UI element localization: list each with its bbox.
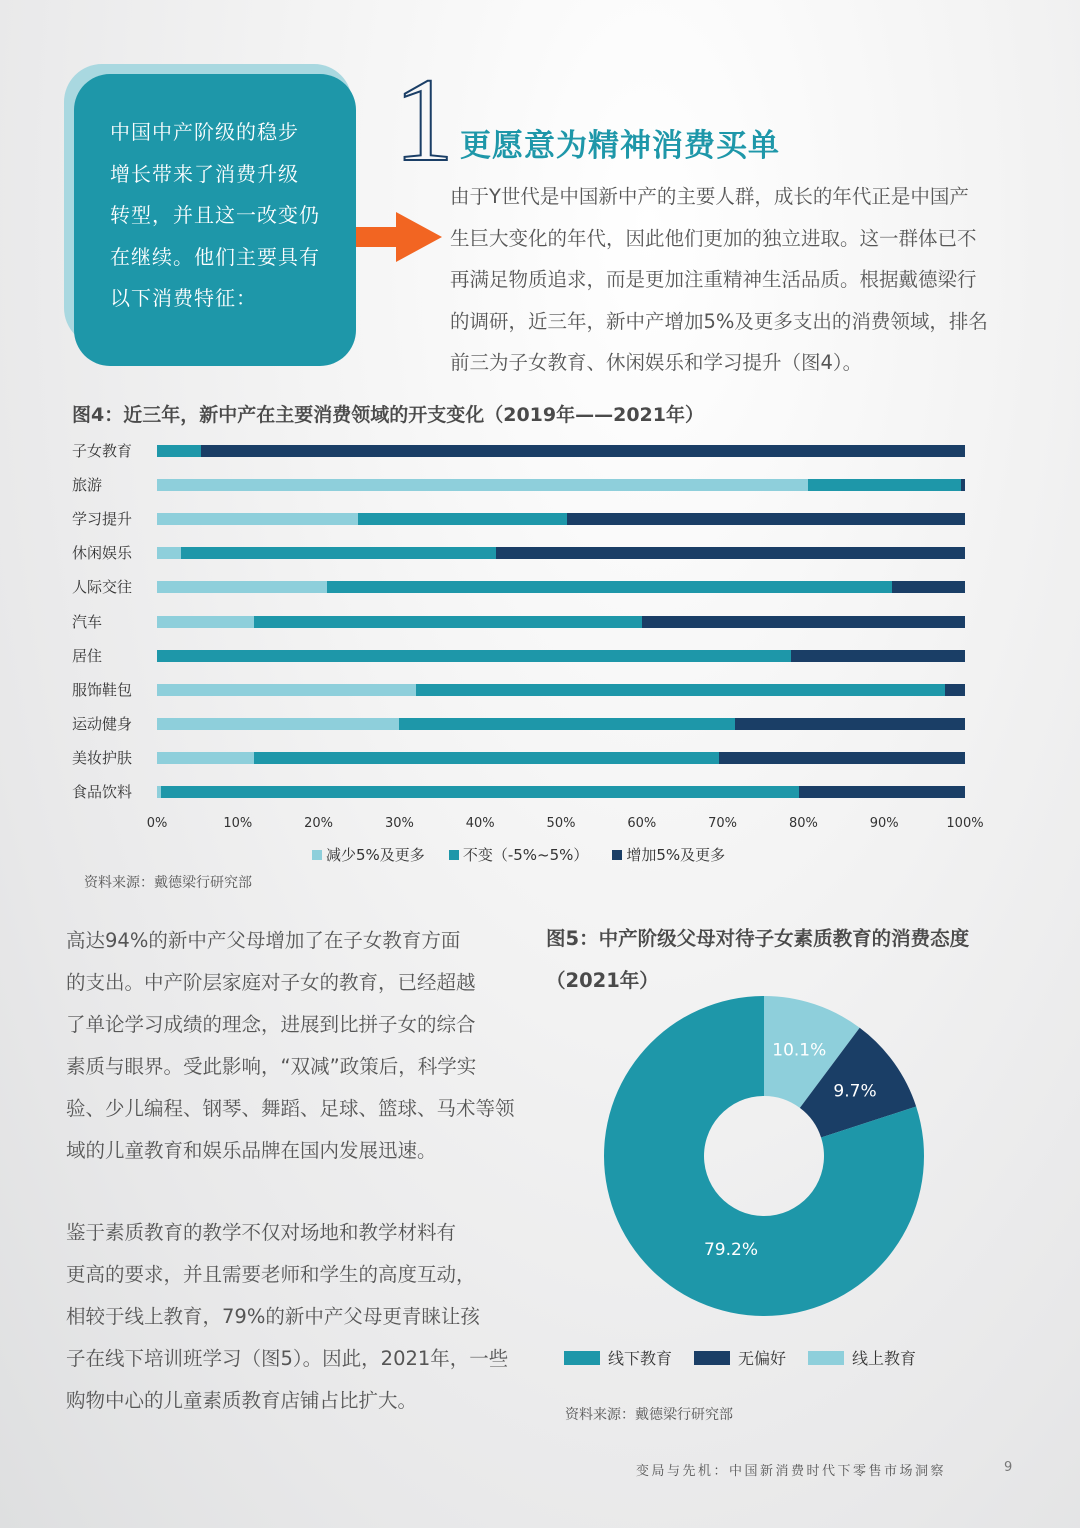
- fig5-source: 资料来源：戴德梁行研究部: [565, 1407, 733, 1423]
- text-line: 的调研，近三年，新中产增加5%及更多支出的消费领域，排名: [450, 309, 988, 333]
- bar-row: [157, 684, 965, 696]
- text-line: 素质与眼界。受此影响，“双减”政策后，科学实: [66, 1055, 477, 1078]
- bar-category-label: 运动健身: [72, 714, 133, 733]
- text-line: 鉴于素质教育的教学不仅对场地和教学材料有: [66, 1221, 457, 1244]
- bar-segment: [416, 684, 945, 696]
- bar-segment: [157, 616, 254, 628]
- bar-row: [157, 752, 965, 764]
- x-tick-label: 100%: [946, 816, 984, 831]
- callout-box: [74, 74, 356, 366]
- x-tick-label: 0%: [146, 816, 168, 831]
- bar-segment: [567, 513, 965, 525]
- bar-segment: [799, 786, 965, 798]
- legend-swatch: [564, 1351, 600, 1365]
- text-line: 的支出。中产阶层家庭对子女的教育，已经超越: [66, 971, 476, 994]
- bar-row: [157, 445, 965, 457]
- callout-line: 中国中产阶级的稳步: [110, 120, 299, 144]
- legend-label: 线下教育: [608, 1349, 673, 1368]
- fig5-title: 图5：中产阶级父母对待子女素质教育的消费态度（2021年）: [546, 927, 970, 992]
- page-number: 9: [1004, 1460, 1013, 1475]
- legend-item: [694, 1346, 786, 1369]
- text-line: 相较于线上教育，79%的新中产父母更青睐让孩: [66, 1305, 480, 1328]
- text-line: 更高的要求，并且需要老师和学生的高度互动，: [66, 1263, 476, 1286]
- bar-segment: [181, 547, 496, 559]
- bar-segment: [157, 752, 254, 764]
- x-tick-label: 20%: [304, 816, 334, 831]
- legend-label: 不变（-5%~5%）: [462, 846, 589, 864]
- x-tick-label: 90%: [869, 816, 899, 831]
- bar-segment: [892, 581, 965, 593]
- legend-item: [612, 844, 725, 865]
- bar-segment: [157, 445, 201, 457]
- bar-segment: [808, 479, 961, 491]
- bar-row: [157, 547, 965, 559]
- x-tick-label: 80%: [788, 816, 818, 831]
- bar-category-label: 子女教育: [72, 442, 133, 460]
- fig5-donut-chart: [604, 996, 924, 1316]
- legend-label: 无偏好: [738, 1349, 787, 1368]
- x-tick-label: 10%: [223, 816, 253, 831]
- fig5-legend: [564, 1346, 938, 1369]
- bar-segment: [157, 684, 416, 696]
- x-tick-label: 60%: [627, 816, 657, 831]
- legend-item: [564, 1346, 672, 1369]
- text-line: 了单论学习成绩的理念，进展到比拼子女的综合: [66, 1013, 476, 1036]
- bar-category-label: 服饰鞋包: [72, 680, 133, 699]
- x-tick-label: 70%: [708, 816, 738, 831]
- text-line: 生巨大变化的年代，因此他们更加的独立进取。这一群体已不: [450, 226, 977, 250]
- text-line: 再满足物质追求，而是更加注重精神生活品质。根据戴德梁行: [450, 268, 977, 291]
- section-number: [394, 58, 454, 168]
- bar-segment: [254, 752, 719, 764]
- bar-segment: [961, 479, 965, 491]
- fig4-legend: [312, 844, 725, 865]
- bar-row: [157, 650, 965, 662]
- bar-segment: [157, 547, 181, 559]
- arrow-right-icon: [356, 212, 442, 262]
- bar-segment: [358, 513, 567, 525]
- bar-row: [157, 479, 965, 491]
- bar-segment: [735, 718, 965, 730]
- x-tick-label: 30%: [384, 816, 414, 831]
- bar-segment: [157, 718, 399, 730]
- bar-segment: [719, 752, 965, 764]
- bar-category-label: 居住: [72, 646, 103, 665]
- bar-category-label: 美妆护肤: [72, 748, 133, 767]
- text-line: 域的儿童教育和娱乐品牌在国内发展迅速。: [66, 1139, 437, 1162]
- x-tick-label: 40%: [465, 816, 495, 831]
- bar-segment: [157, 650, 791, 662]
- legend-label: 增加5%及更多: [626, 846, 726, 864]
- text-line: 子在线下培训班学习（图5）。因此，2021年，一些: [66, 1347, 509, 1370]
- bar-segment: [157, 513, 358, 525]
- donut-data-label: 9.7%: [833, 1081, 877, 1102]
- bar-category-label: 食品饮料: [72, 783, 133, 801]
- bar-segment: [157, 581, 327, 593]
- x-tick-label: 50%: [546, 816, 576, 831]
- bar-segment: [157, 479, 808, 491]
- bar-segment: [201, 445, 965, 457]
- bar-row: [157, 786, 965, 798]
- bar-category-label: 旅游: [72, 476, 103, 495]
- bar-segment: [496, 547, 965, 559]
- fig4-source: 资料来源：戴德梁行研究部: [84, 875, 252, 891]
- bar-category-label: 学习提升: [72, 510, 133, 529]
- bar-category-label: 休闲娱乐: [72, 544, 133, 563]
- legend-swatch: [449, 850, 459, 860]
- section-heading: 更愿意为精神消费买单: [460, 128, 780, 164]
- intro-paragraph: [450, 176, 1022, 384]
- bar-segment: [161, 786, 799, 798]
- bar-row: [157, 616, 965, 628]
- legend-label: 减少5%及更多: [326, 846, 425, 864]
- footer-title: 变局与先机：中国新消费时代下零售市场洞察: [636, 1464, 947, 1479]
- text-line: 验、少儿编程、钢琴、舞蹈、足球、篮球、马术等领: [66, 1097, 515, 1120]
- bar-segment: [945, 684, 965, 696]
- bar-category-label: 人际交往: [72, 578, 133, 597]
- body-paragraph-2: [66, 1212, 518, 1422]
- bar-segment: [254, 616, 642, 628]
- bar-category-label: 汽车: [72, 612, 103, 631]
- callout-line: 增长带来了消费升级: [110, 161, 299, 186]
- bar-segment: [327, 581, 893, 593]
- text-line: 由于Y世代是中国新中产的主要人群，成长的年代正是中国产: [450, 185, 969, 208]
- text-line: 购物中心的儿童素质教育店铺占比扩大。: [66, 1389, 418, 1412]
- legend-item: [312, 844, 425, 865]
- legend-label: 线上教育: [852, 1349, 917, 1368]
- legend-swatch: [694, 1351, 730, 1365]
- bar-row: [157, 718, 965, 730]
- body-paragraph-1: [66, 920, 518, 1172]
- legend-swatch: [612, 850, 622, 860]
- bar-segment: [399, 718, 734, 730]
- callout-line: 转型，并且这一改变仍: [110, 203, 320, 227]
- bar-row: [157, 581, 965, 593]
- svg-text:1: 1: [394, 58, 454, 168]
- bar-segment: [791, 650, 965, 662]
- fig4-title: 图4：近三年，新中产在主要消费领域的开支变化（2019年——2021年）: [72, 404, 704, 426]
- legend-swatch: [808, 1351, 844, 1365]
- text-line: 前三为子女教育、休闲娱乐和学习提升（图4）。: [450, 351, 863, 374]
- callout-line: 以下消费特征：: [110, 286, 257, 310]
- donut-data-label: 79.2%: [703, 1240, 759, 1260]
- bar-row: [157, 513, 965, 525]
- legend-item: [449, 844, 589, 865]
- legend-item: [808, 1346, 916, 1369]
- legend-swatch: [312, 850, 322, 860]
- text-line: 高达94%的新中产父母增加了在子女教育方面: [66, 929, 461, 952]
- donut-data-label: 10.1%: [772, 1040, 827, 1061]
- callout-line: 在继续。他们主要具有: [110, 244, 320, 269]
- bar-segment: [642, 616, 965, 628]
